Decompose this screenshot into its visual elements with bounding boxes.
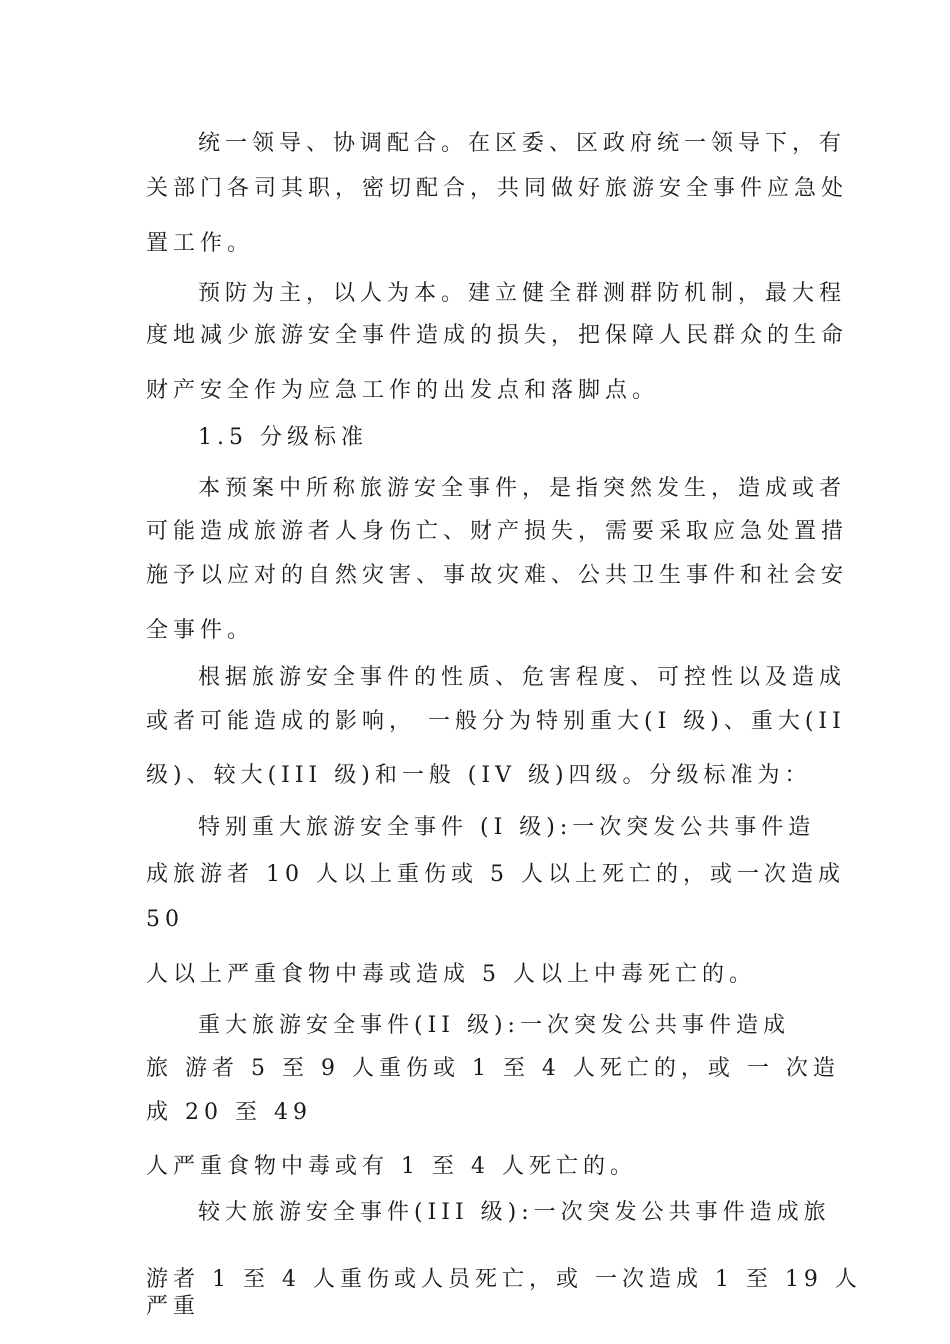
text-line: 级)、较大(III 级)和一般 (IV 级)四级。分级标准为： [146, 763, 812, 788]
text-line: 50 [146, 907, 184, 932]
text-line: 全事件。 [146, 618, 255, 643]
text-line: 置工作。 [146, 231, 255, 256]
text-line: 成旅游者 10 人以上重伤或 5 人以上死亡的，或一次造成 [146, 862, 845, 887]
text-line: 或者可能造成的影响， 一般分为特别重大(I 级)、重大(II [146, 709, 846, 734]
text-line: 游者 1 至 4 人重伤或人员死亡，或 一次造成 1 至 19 人 [146, 1267, 862, 1292]
text-line: 统一领导、协调配合。在区委、区政府统一领导下，有 [198, 131, 847, 156]
text-line: 本预案中所称旅游安全事件，是指突然发生，造成或者 [198, 476, 847, 501]
text-line: 人严重食物中毒或有 1 至 4 人死亡的。 [146, 1154, 637, 1179]
text-line: 严重 [146, 1294, 201, 1319]
section-heading: 1.5 分级标准 [198, 425, 368, 450]
text-line: 预防为主，以人为本。建立健全群测群防机制，最大程 [198, 281, 847, 306]
text-line: 成 20 至 49 [146, 1100, 312, 1125]
text-line: 关部门各司其职，密切配合，共同做好旅游安全事件应急处 [146, 176, 849, 201]
text-line: 根据旅游安全事件的性质、危害程度、可控性以及造成 [198, 665, 847, 690]
text-line: 施予以应对的自然灾害、事故灾难、公共卫生事件和社会安 [146, 563, 849, 588]
text-line: 特别重大旅游安全事件 (I 级):一次突发公共事件造 [198, 815, 816, 840]
text-line: 可能造成旅游者人身伤亡、财产损失，需要采取应急处置措 [146, 519, 849, 544]
text-line: 重大旅游安全事件(II 级):一次突发公共事件造成 [198, 1013, 790, 1038]
text-line: 度地减少旅游安全事件造成的损失，把保障人民群众的生命 [146, 323, 849, 348]
text-line: 财产安全作为应急工作的出发点和落脚点。 [146, 378, 660, 403]
text-line: 人以上严重食物中毒或造成 5 人以上中毒死亡的。 [146, 962, 756, 987]
text-line: 旅 游者 5 至 9 人重伤或 1 至 4 人死亡的，或 一 次造 [146, 1056, 840, 1081]
text-line: 较大旅游安全事件(III 级):一次突发公共事件造成旅 [198, 1200, 831, 1225]
